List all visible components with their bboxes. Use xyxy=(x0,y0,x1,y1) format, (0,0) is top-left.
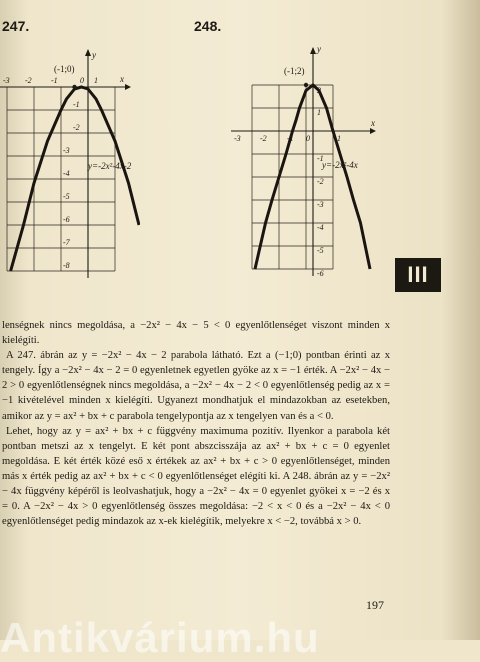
figure-248-x-tick: -1 xyxy=(287,134,294,143)
figure-247-y-tick: -3 xyxy=(63,146,70,155)
figure-247-vertex-point xyxy=(72,85,76,89)
figure-247-y-tick: -7 xyxy=(63,238,70,247)
figure-247-x-axis-label: x xyxy=(120,74,124,84)
figure-248-vertex-label: (-1;2) xyxy=(284,66,305,76)
figure-248-x-tick: -3 xyxy=(234,134,241,143)
figure-247-y-tick: -6 xyxy=(63,215,70,224)
chapter-tab: III xyxy=(395,258,441,292)
watermark: Antikvárium.hu xyxy=(0,614,320,661)
figure-247-x-arrow xyxy=(125,84,131,90)
page-number: 197 xyxy=(366,598,384,612)
paragraph: Lehet, hogy az y = ax² + bx + c függvény maximuma pozitív. Ilyenkor a parabola két pontban metszi az x tengelyt. E két pont abszcisszája az ax² + bx + c = 0 egyenlet megoldása. E két érték közé eső x értékek az ax² + bx + c > 0 egyenlőtlenséget, minden más x érték pedig az ax² + bx + c < 0 egyenlőtlenséget elégíti ki. A 248. ábrán az y = −2x² − 4x függvény képéről is leolvashatjuk, hogy a −2x² − 4x = 0 egyenlet gyökei x = −2 és x = 0. A −2x² − 4x > 0 egyenlőtlenség összes megoldása: −2 < x < 0 és a −2x² − 4x < 0 egyenlőtlenséget pedig mindazok az x-ek kielégítik, melyekre x < −2, továbbá x > 0. xyxy=(2,425,390,528)
figure-248-y-tick: 2 xyxy=(317,86,321,95)
figure-248-y-tick: -5 xyxy=(317,246,324,255)
figure-247-y-arrow xyxy=(85,49,91,56)
figure-248-x-tick: 1 xyxy=(337,134,341,143)
figure-248-function-label: y=-2x²-4x xyxy=(322,160,358,170)
figure-248-y-tick: -6 xyxy=(317,269,324,278)
figure-247-grid xyxy=(7,87,115,271)
figure-248-y-tick: -4 xyxy=(317,223,324,232)
figure-248-y-tick: -2 xyxy=(317,177,324,186)
figure-247-x-tick: 0 xyxy=(80,76,84,85)
figure-248-y-tick: -3 xyxy=(317,200,324,209)
paragraph: lenségnek nincs megoldása, a −2x² − 4x − 5 < 0 egyenlőtlenséget viszont minden x kielégíti. xyxy=(2,320,390,347)
paragraph: A 247. ábrán az y = −2x² − 4x − 2 parabola látható. Ezt a (−1;0) pontban érinti az x tengely. Így a −2x² − 4x − 2 = 0 egyenletnek egyetlen gyöke az x = −1 érték. A −2x² − 4x − 2 > 0 egyenlőtlenségnek nincs megoldása, a −2x² − 4x − 2 < 0 egyenlőtlenség pedig az x = −1 kivételével minden x kielégíti. Ugyanezt mondhatjuk el mindazokban az esetekben, amikor az y = ax² + bx + c parabola tengelypontja az x tengelyen van és a < 0. xyxy=(2,350,390,422)
figure-247-y-tick: -1 xyxy=(73,100,80,109)
figure-247-number: 247. xyxy=(2,18,30,34)
figure-247-function-label: y=-2x²-4x-2 xyxy=(88,161,132,171)
figure-248-x-arrow xyxy=(370,128,376,134)
figure-248-y-tick: 1 xyxy=(317,108,321,117)
figure-248-y-axis-label: y xyxy=(317,44,321,54)
figure-248-x-tick: 0 xyxy=(306,134,310,143)
figure-247-x-tick: 1 xyxy=(94,76,98,85)
figure-248-x-axis-label: x xyxy=(371,118,375,128)
figure-247-vertex-label: (-1;0) xyxy=(54,64,75,74)
figure-247-y-axis-label: y xyxy=(92,50,96,60)
figure-248-graph xyxy=(228,40,388,285)
figure-248-vertex-point xyxy=(304,83,308,87)
figure-247-x-tick: -2 xyxy=(25,76,32,85)
body-text xyxy=(2,318,390,529)
figure-247-graph xyxy=(0,48,140,288)
figure-248-y-tick: -1 xyxy=(317,154,324,163)
figure-248-x-tick: -2 xyxy=(260,134,267,143)
figure-247-y-tick: -5 xyxy=(63,192,70,201)
figure-247-x-tick: -1 xyxy=(51,76,58,85)
figure-247-y-tick: -4 xyxy=(63,169,70,178)
figure-247-y-tick: -2 xyxy=(73,123,80,132)
figure-247-x-tick: -3 xyxy=(3,76,10,85)
figure-248-y-arrow xyxy=(310,47,316,54)
figure-247-y-tick: -8 xyxy=(63,261,70,270)
figure-248-number: 248. xyxy=(194,18,222,34)
